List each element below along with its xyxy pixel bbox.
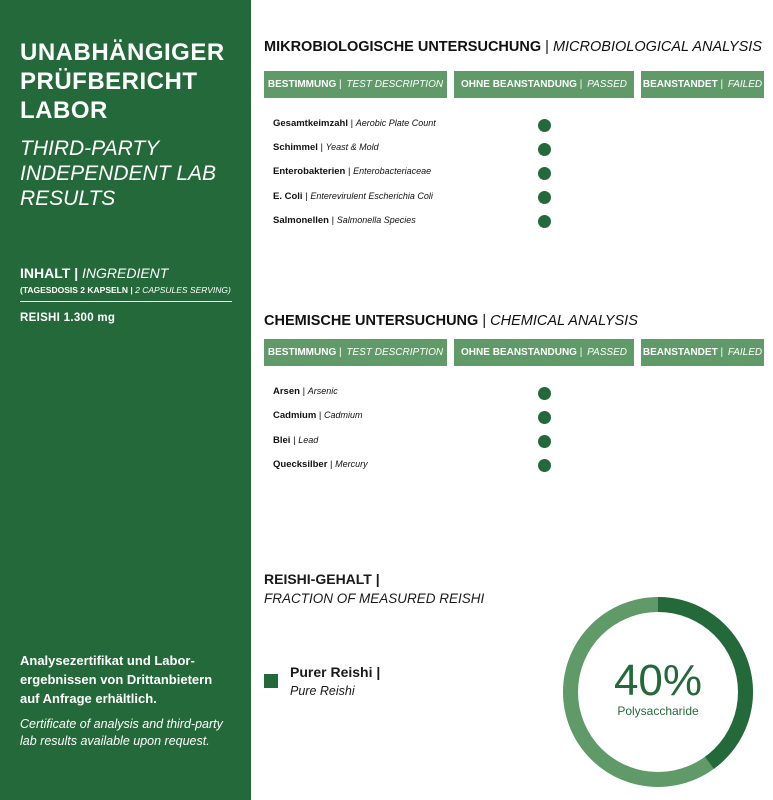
table-row: Blei | Lead	[273, 435, 319, 446]
row-name-en: Salmonella Species	[336, 215, 416, 225]
donut-value-label: 40%	[613, 656, 703, 705]
chem-section-title	[264, 313, 638, 329]
chem-title-de: CHEMISCHE UNTERSUCHUNG	[264, 313, 479, 329]
passed-dot	[538, 459, 551, 472]
row-name-en: Aerobic Plate Count	[355, 118, 436, 128]
table-row: Salmonellen | Salmonella Species	[273, 215, 416, 226]
reishi-title: REISHI-GEHALT |	[264, 571, 380, 587]
dosage-note-de: (TAGESDOSIS 2 KAPSELN	[20, 285, 128, 295]
passed-dot	[538, 411, 551, 424]
row-name-de: Enterobakterien	[273, 166, 346, 177]
header-failed-en: FAILED	[727, 79, 763, 90]
passed-dot	[538, 191, 551, 204]
separator: |	[130, 285, 136, 295]
table-row: Arsen | Arsenic	[273, 386, 338, 397]
header-failed-de: BEANSTANDET	[642, 347, 718, 358]
separator: |	[545, 39, 553, 55]
header-test-de: BESTIMMUNG	[267, 347, 337, 358]
micro-section-title	[264, 39, 762, 55]
certificate-note-en: Certificate of analysis and third-party lab results available upon request.	[20, 717, 223, 748]
micro-header-passed: OHNE BEANSTANDUNG | PASSED	[454, 71, 634, 98]
row-name-de: Quecksilber	[273, 459, 328, 470]
row-name-de: Cadmium	[273, 410, 317, 421]
table-row: Quecksilber | Mercury	[273, 459, 368, 470]
row-name-en: Cadmium	[324, 410, 363, 420]
row-name-de: Salmonellen	[273, 215, 329, 226]
table-row: Enterobakterien | Enterobacteriaceae	[273, 166, 432, 177]
chem-title-en: CHEMICAL ANALYSIS	[490, 313, 638, 329]
header-passed-en: PASSED	[587, 347, 627, 358]
micro-title-en: MICROBIOLOGICAL ANALYSIS	[552, 39, 762, 55]
micro-header-test: BESTIMMUNG | TEST DESCRIPTION	[264, 71, 447, 98]
ingredient-heading	[20, 265, 232, 281]
row-name-de: Blei	[273, 435, 291, 446]
separator: |	[482, 313, 491, 329]
header-passed-en: PASSED	[587, 79, 627, 90]
ingredient-label-en: INGREDIENT	[82, 265, 169, 281]
legend-label: Purer Reishi |	[290, 664, 381, 680]
header-passed-de: OHNE BEANSTANDUNG	[461, 79, 577, 90]
table-row: E. Coli | Enterevirulent Escherichia Coli	[273, 191, 433, 202]
polysaccharide-donut-chart	[563, 597, 753, 787]
header-passed-de: OHNE BEANSTANDUNG	[461, 347, 577, 358]
dosage-note-en: 2 CAPSULES SERVING)	[135, 285, 231, 295]
passed-dot	[538, 119, 551, 132]
micro-header-failed: BEANSTANDET | FAILED	[641, 71, 764, 98]
passed-dot	[538, 167, 551, 180]
ingredient-label: INHALT	[20, 265, 71, 281]
legend-label-en: Pure Reishi	[290, 684, 355, 698]
row-name-en: Lead	[298, 435, 319, 445]
row-name-en: Arsenic	[307, 386, 338, 396]
legend-swatch	[264, 674, 278, 688]
row-name-en: Enterevirulent Escherichia Coli	[310, 191, 433, 201]
table-row: Gesamtkeimzahl | Aerobic Plate Count	[273, 118, 436, 129]
chem-header-failed: BEANSTANDET | FAILED	[641, 339, 764, 366]
passed-dot	[538, 143, 551, 156]
header-failed-de: BEANSTANDET	[642, 79, 718, 90]
row-name-de: Arsen	[273, 386, 300, 397]
certificate-note-de: Analysezertifikat und Laborergebnissen von Drittanbietern auf Anfrage erhältlich.	[20, 653, 213, 706]
header-test-en: TEST DESCRIPTION	[346, 79, 444, 90]
row-name-en: Enterobacteriaceae	[353, 166, 432, 176]
ingredient-value: REISHI 1.300 mg	[20, 312, 116, 324]
sidebar	[0, 0, 251, 800]
separator: |	[74, 265, 82, 281]
row-name-de: Schimmel	[273, 142, 318, 153]
sidebar-title: UNABHÄNGIGER PRÜFBERICHT LABOR	[20, 39, 225, 124]
reishi-subtitle: FRACTION OF MEASURED REISHI	[264, 591, 485, 606]
row-name-de: Gesamtkeimzahl	[273, 118, 348, 129]
dosage-note	[20, 285, 232, 302]
chem-header-passed: OHNE BEANSTANDUNG | PASSED	[454, 339, 634, 366]
row-name-en: Yeast & Mold	[325, 142, 379, 152]
micro-title-de: MIKROBIOLOGISCHE UNTERSUCHUNG	[264, 39, 542, 55]
header-test-de: BESTIMMUNG	[267, 79, 337, 90]
chem-header-test: BESTIMMUNG | TEST DESCRIPTION	[264, 339, 447, 366]
header-test-en: TEST DESCRIPTION	[346, 347, 444, 358]
table-row: Schimmel | Yeast & Mold	[273, 142, 379, 153]
donut-center-label: Polysaccharide	[617, 704, 699, 718]
passed-dot	[538, 215, 551, 228]
row-name-en: Mercury	[335, 459, 368, 469]
passed-dot	[538, 435, 551, 448]
row-name-de: E. Coli	[273, 191, 303, 202]
table-row: Cadmium | Cadmium	[273, 410, 363, 421]
header-failed-en: FAILED	[727, 347, 763, 358]
passed-dot	[538, 387, 551, 400]
sidebar-subtitle: THIRD-PARTY INDEPENDENT LAB RESULTS	[20, 137, 217, 210]
